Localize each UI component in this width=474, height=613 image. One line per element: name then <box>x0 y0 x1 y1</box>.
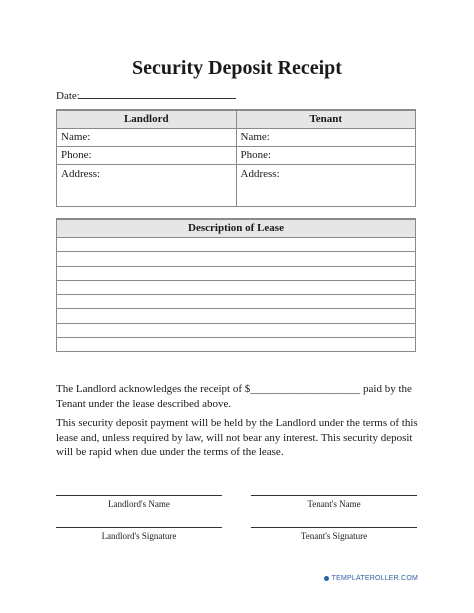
footer-text: TEMPLATEROLLER.COM <box>331 575 418 582</box>
landlord-signature-label: Landlord's Signature <box>101 531 177 541</box>
landlord-header: Landlord <box>57 110 237 129</box>
landlord-address-field[interactable]: Address: <box>57 165 237 207</box>
tenant-address-field[interactable]: Address: <box>236 165 415 207</box>
terms-paragraph: This security deposit payment will be held by the Landlord under the terms of this lease and, unless required by law, will not bear any interest. This security deposit will be rapid when due under the terms of the lease. <box>56 417 418 458</box>
brand-dot-icon <box>324 576 329 581</box>
lease-row-field[interactable] <box>57 295 416 309</box>
lease-row[interactable] <box>57 252 416 266</box>
lease-row[interactable] <box>57 309 416 323</box>
lease-row[interactable] <box>57 280 416 294</box>
parties-table <box>56 109 416 207</box>
landlord-signature-line[interactable] <box>56 527 222 528</box>
lease-row[interactable] <box>57 295 416 309</box>
tenant-name-label: Tenant's Name <box>307 499 361 509</box>
document-title: Security Deposit Receipt <box>132 57 342 79</box>
lease-row[interactable] <box>57 266 416 280</box>
lease-row[interactable] <box>57 338 416 352</box>
tenant-signature-line[interactable] <box>251 527 417 528</box>
lease-row-field[interactable] <box>57 309 416 323</box>
tenant-signature-label: Tenant's Signature <box>300 531 368 541</box>
landlord-name-field[interactable]: Name: <box>57 129 237 147</box>
tenant-header: Tenant <box>236 110 415 129</box>
lease-row[interactable] <box>57 323 416 337</box>
lease-row-field[interactable] <box>57 266 416 280</box>
acknowledgement-paragraph: The Landlord acknowledges the receipt of $____________________ paid by the Tenant under the lease described above. <box>56 383 412 410</box>
lease-row-field[interactable] <box>57 238 416 252</box>
date-field[interactable] <box>78 98 236 99</box>
lease-header: Description of Lease <box>57 219 416 238</box>
lease-description-table <box>56 218 416 352</box>
landlord-name-label: Landlord's Name <box>108 499 170 509</box>
landlord-phone-field[interactable]: Phone: <box>57 147 237 165</box>
footer-brand[interactable] <box>324 575 418 582</box>
tenant-phone-field[interactable]: Phone: <box>236 147 415 165</box>
landlord-name-line[interactable] <box>56 495 222 496</box>
lease-row[interactable] <box>57 238 416 252</box>
date-label: Date: <box>56 90 80 102</box>
tenant-name-line[interactable] <box>251 495 417 496</box>
lease-row-field[interactable] <box>57 280 416 294</box>
lease-row-field[interactable] <box>57 338 416 352</box>
tenant-name-field[interactable]: Name: <box>236 129 415 147</box>
lease-row-field[interactable] <box>57 252 416 266</box>
lease-row-field[interactable] <box>57 323 416 337</box>
